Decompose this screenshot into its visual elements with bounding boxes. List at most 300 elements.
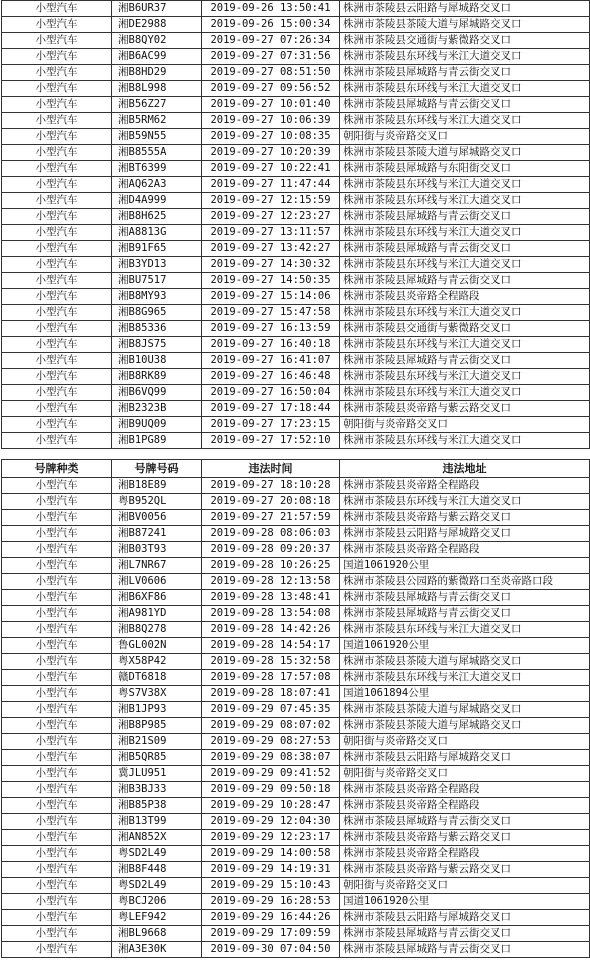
violation-address-cell: 朝阳街与炎帝路交叉口 [340, 878, 590, 894]
table-row [2, 401, 590, 417]
plate-type-cell: 小型汽车 [2, 526, 112, 542]
violation-time-cell: 2019-09-27 13:11:57 [202, 225, 340, 241]
violation-time-cell: 2019-09-27 17:18:44 [202, 401, 340, 417]
table-row [2, 702, 590, 718]
table-row [2, 814, 590, 830]
plate-number-cell: 粤BCJ206 [112, 894, 202, 910]
violation-time-cell: 2019-09-29 14:19:31 [202, 862, 340, 878]
violation-time-cell: 2019-09-29 08:07:02 [202, 718, 340, 734]
table-row [2, 558, 590, 574]
plate-number-cell: 湘B85336 [112, 321, 202, 337]
violation-time-cell: 2019-09-28 09:20:37 [202, 542, 340, 558]
violation-table-bottom [1, 459, 590, 958]
table-row [2, 273, 590, 289]
violation-address-cell: 株洲市茶陵县犀城路与青云街交叉口 [340, 97, 590, 113]
plate-type-cell: 小型汽车 [2, 353, 112, 369]
table-row [2, 417, 590, 433]
table-row [2, 49, 590, 65]
violation-address-cell: 株洲市茶陵县云阳路与犀城路交叉口 [340, 526, 590, 542]
violation-address-cell: 国道1061920公里 [340, 894, 590, 910]
plate-number-cell: 湘B5RM62 [112, 113, 202, 129]
plate-type-cell: 小型汽车 [2, 1, 112, 17]
plate-type-cell: 小型汽车 [2, 494, 112, 510]
violation-address-cell: 株洲市茶陵县炎帝路与紫云路交叉口 [340, 510, 590, 526]
plate-number-cell: 湘B18E89 [112, 478, 202, 494]
table-row [2, 17, 590, 33]
table-row [2, 638, 590, 654]
violation-address-cell: 株洲市茶陵县犀城路与青云街交叉口 [340, 606, 590, 622]
violation-time-cell: 2019-09-29 08:38:07 [202, 750, 340, 766]
plate-number-cell: 粤X58P42 [112, 654, 202, 670]
violation-time-cell: 2019-09-27 16:13:59 [202, 321, 340, 337]
header-violation-time: 违法时间 [202, 460, 340, 478]
plate-type-cell: 小型汽车 [2, 798, 112, 814]
violation-address-cell: 株洲市茶陵县东环线与米江大道交叉口 [340, 385, 590, 401]
plate-number-cell: 湘B8RK89 [112, 369, 202, 385]
violation-time-cell: 2019-09-27 18:10:28 [202, 478, 340, 494]
violation-time-cell: 2019-09-27 12:23:27 [202, 209, 340, 225]
plate-type-cell: 小型汽车 [2, 321, 112, 337]
violation-address-cell: 株洲市茶陵县炎帝路全程路段 [340, 289, 590, 305]
plate-type-cell: 小型汽车 [2, 718, 112, 734]
plate-type-cell: 小型汽车 [2, 241, 112, 257]
violation-time-cell: 2019-09-27 07:31:56 [202, 49, 340, 65]
violation-time-cell: 2019-09-27 10:08:35 [202, 129, 340, 145]
table-row [2, 433, 590, 449]
plate-number-cell: 湘BL9668 [112, 926, 202, 942]
table-row [2, 798, 590, 814]
violation-address-cell: 株洲市茶陵县犀城路与青云街交叉口 [340, 65, 590, 81]
table-row [2, 385, 590, 401]
plate-type-cell: 小型汽车 [2, 654, 112, 670]
table-row [2, 241, 590, 257]
table-row [2, 846, 590, 862]
section-gap [0, 449, 590, 459]
table-row [2, 193, 590, 209]
violation-time-cell: 2019-09-28 15:32:58 [202, 654, 340, 670]
plate-number-cell: 湘B2323B [112, 401, 202, 417]
violation-time-cell: 2019-09-28 17:57:08 [202, 670, 340, 686]
plate-type-cell: 小型汽车 [2, 686, 112, 702]
plate-number-cell: 湘B91F65 [112, 241, 202, 257]
table-row [2, 81, 590, 97]
table-row [2, 369, 590, 385]
table-row [2, 510, 590, 526]
plate-type-cell: 小型汽车 [2, 782, 112, 798]
plate-type-cell: 小型汽车 [2, 894, 112, 910]
table-row [2, 177, 590, 193]
table-row [2, 574, 590, 590]
plate-type-cell: 小型汽车 [2, 478, 112, 494]
plate-type-cell: 小型汽车 [2, 225, 112, 241]
violation-time-cell: 2019-09-29 07:45:35 [202, 702, 340, 718]
plate-number-cell: 湘B9UQ09 [112, 417, 202, 433]
violation-time-cell: 2019-09-26 15:00:34 [202, 17, 340, 33]
violation-time-cell: 2019-09-27 14:50:35 [202, 273, 340, 289]
plate-number-cell: 湘DE2988 [112, 17, 202, 33]
table-row [2, 926, 590, 942]
table-row [2, 542, 590, 558]
plate-number-cell: 湘B8555A [112, 145, 202, 161]
plate-type-cell: 小型汽车 [2, 910, 112, 926]
table-row [2, 862, 590, 878]
plate-type-cell: 小型汽车 [2, 273, 112, 289]
violation-address-cell: 株洲市茶陵县茶陵大道与犀城路交叉口 [340, 654, 590, 670]
violation-address-cell: 株洲市茶陵县犀城路与青云街交叉口 [340, 353, 590, 369]
violation-address-cell: 株洲市茶陵县东环线与米江大道交叉口 [340, 81, 590, 97]
plate-type-cell: 小型汽车 [2, 766, 112, 782]
violation-time-cell: 2019-09-27 16:41:07 [202, 353, 340, 369]
header-plate-number: 号牌号码 [112, 460, 202, 478]
plate-number-cell: 粤S7V38X [112, 686, 202, 702]
violation-address-cell: 株洲市茶陵县东环线与米江大道交叉口 [340, 113, 590, 129]
plate-number-cell: 湘B59N55 [112, 129, 202, 145]
plate-number-cell: 湘B1PG89 [112, 433, 202, 449]
violation-time-cell: 2019-09-27 10:01:40 [202, 97, 340, 113]
plate-number-cell: 赣DT6818 [112, 670, 202, 686]
violation-address-cell: 株洲市茶陵县炎帝路全程路段 [340, 846, 590, 862]
violation-time-cell: 2019-09-28 13:48:41 [202, 590, 340, 606]
violation-address-cell: 国道1061920公里 [340, 638, 590, 654]
violation-time-cell: 2019-09-26 13:50:41 [202, 1, 340, 17]
violation-time-cell: 2019-09-28 12:13:58 [202, 574, 340, 590]
table-row [2, 830, 590, 846]
table-row [2, 750, 590, 766]
violation-time-cell: 2019-09-27 08:51:50 [202, 65, 340, 81]
table-row [2, 718, 590, 734]
plate-number-cell: 鲁GL002N [112, 638, 202, 654]
plate-type-cell: 小型汽车 [2, 305, 112, 321]
violation-address-cell: 株洲市茶陵县东环线与米江大道交叉口 [340, 177, 590, 193]
table-row [2, 209, 590, 225]
violation-address-cell: 株洲市茶陵县交通街与紫微路交叉口 [340, 321, 590, 337]
violation-time-cell: 2019-09-27 10:20:39 [202, 145, 340, 161]
violation-address-cell: 国道1061920公里 [340, 558, 590, 574]
violation-address-cell: 株洲市茶陵县公园路的紫微路口至炎帝路口段 [340, 574, 590, 590]
violation-time-cell: 2019-09-27 09:56:52 [202, 81, 340, 97]
plate-number-cell: 湘A981YD [112, 606, 202, 622]
plate-number-cell: 湘B8QY02 [112, 33, 202, 49]
plate-number-cell: 湘B6AC99 [112, 49, 202, 65]
table-row [2, 670, 590, 686]
violation-time-cell: 2019-09-29 15:10:43 [202, 878, 340, 894]
plate-number-cell: 湘LV0606 [112, 574, 202, 590]
plate-type-cell: 小型汽车 [2, 814, 112, 830]
violation-address-cell: 株洲市茶陵县茶陵大道与犀城路交叉口 [340, 718, 590, 734]
plate-type-cell: 小型汽车 [2, 750, 112, 766]
violation-address-cell: 株洲市茶陵县云阳路与犀城路交叉口 [340, 1, 590, 17]
plate-number-cell: 湘B13T99 [112, 814, 202, 830]
table-row [2, 129, 590, 145]
violation-address-cell: 株洲市茶陵县犀城路与青云街交叉口 [340, 814, 590, 830]
violation-time-cell: 2019-09-28 13:54:08 [202, 606, 340, 622]
plate-type-cell: 小型汽车 [2, 622, 112, 638]
table-row [2, 494, 590, 510]
plate-number-cell: 湘B8P985 [112, 718, 202, 734]
plate-number-cell: 粤LEF942 [112, 910, 202, 926]
violation-time-cell: 2019-09-27 20:08:18 [202, 494, 340, 510]
plate-number-cell: 湘B8L998 [112, 81, 202, 97]
plate-number-cell: 湘AQ62A3 [112, 177, 202, 193]
plate-number-cell: 粤SD2L49 [112, 846, 202, 862]
violation-time-cell: 2019-09-28 18:07:41 [202, 686, 340, 702]
plate-type-cell: 小型汽车 [2, 289, 112, 305]
plate-type-cell: 小型汽车 [2, 734, 112, 750]
plate-number-cell: 湘B10U38 [112, 353, 202, 369]
violation-table-top [1, 0, 590, 449]
plate-type-cell: 小型汽车 [2, 574, 112, 590]
plate-number-cell: 湘B8G965 [112, 305, 202, 321]
violation-time-cell: 2019-09-27 13:42:27 [202, 241, 340, 257]
violation-address-cell: 株洲市茶陵县犀城路与青云街交叉口 [340, 590, 590, 606]
violation-address-cell: 株洲市茶陵县东环线与米江大道交叉口 [340, 257, 590, 273]
violation-time-cell: 2019-09-27 11:47:44 [202, 177, 340, 193]
violation-address-cell: 株洲市茶陵县炎帝路与紫云路交叉口 [340, 830, 590, 846]
violation-time-cell: 2019-09-27 12:15:59 [202, 193, 340, 209]
violation-time-cell: 2019-09-30 07:04:50 [202, 942, 340, 958]
plate-number-cell: 湘B8H625 [112, 209, 202, 225]
table-row [2, 257, 590, 273]
table-row [2, 225, 590, 241]
violation-time-cell: 2019-09-28 08:06:03 [202, 526, 340, 542]
violation-address-cell: 株洲市茶陵县炎帝路与紫云路交叉口 [340, 862, 590, 878]
violation-address-cell: 株洲市茶陵县东环线与米江大道交叉口 [340, 193, 590, 209]
plate-number-cell: 湘B8MY93 [112, 289, 202, 305]
table-row [2, 1, 590, 17]
plate-type-cell: 小型汽车 [2, 510, 112, 526]
plate-number-cell: 粤B952QL [112, 494, 202, 510]
violation-address-cell: 株洲市茶陵县炎帝路全程路段 [340, 782, 590, 798]
table-row [2, 97, 590, 113]
table-row [2, 65, 590, 81]
plate-type-cell: 小型汽车 [2, 862, 112, 878]
table-body-top [2, 1, 590, 449]
plate-number-cell: 湘B3YD13 [112, 257, 202, 273]
violation-address-cell: 株洲市茶陵县东环线与米江大道交叉口 [340, 337, 590, 353]
plate-type-cell: 小型汽车 [2, 702, 112, 718]
plate-type-cell: 小型汽车 [2, 81, 112, 97]
violation-address-cell: 株洲市茶陵县东环线与米江大道交叉口 [340, 225, 590, 241]
plate-number-cell: 湘B21S09 [112, 734, 202, 750]
violation-time-cell: 2019-09-27 16:40:18 [202, 337, 340, 353]
table-row [2, 590, 590, 606]
table-row [2, 878, 590, 894]
plate-type-cell: 小型汽车 [2, 433, 112, 449]
plate-type-cell: 小型汽车 [2, 97, 112, 113]
table-row [2, 478, 590, 494]
plate-number-cell: 湘L7NR67 [112, 558, 202, 574]
plate-type-cell: 小型汽车 [2, 113, 112, 129]
plate-type-cell: 小型汽车 [2, 33, 112, 49]
plate-number-cell: 湘BV0056 [112, 510, 202, 526]
plate-type-cell: 小型汽车 [2, 145, 112, 161]
violation-time-cell: 2019-09-28 14:42:26 [202, 622, 340, 638]
violation-address-cell: 株洲市茶陵县东环线与米江大道交叉口 [340, 49, 590, 65]
table-row [2, 321, 590, 337]
plate-type-cell: 小型汽车 [2, 49, 112, 65]
violation-address-cell: 株洲市茶陵县东环线与米江大道交叉口 [340, 622, 590, 638]
table-row [2, 894, 590, 910]
table-row [2, 337, 590, 353]
table-body-bottom [2, 478, 590, 958]
plate-number-cell: 冀JLU951 [112, 766, 202, 782]
plate-number-cell: 湘B1JP93 [112, 702, 202, 718]
plate-number-cell: 湘B03T93 [112, 542, 202, 558]
violation-time-cell: 2019-09-29 14:00:58 [202, 846, 340, 862]
table-row [2, 305, 590, 321]
header-violation-address: 违法地址 [340, 460, 590, 478]
plate-number-cell: 湘B85P38 [112, 798, 202, 814]
violation-time-cell: 2019-09-27 16:50:04 [202, 385, 340, 401]
violation-address-cell: 株洲市茶陵县犀城路与青云街交叉口 [340, 926, 590, 942]
header-row [2, 460, 590, 478]
table-row [2, 910, 590, 926]
table-row [2, 606, 590, 622]
plate-number-cell: 湘B6XF86 [112, 590, 202, 606]
violation-time-cell: 2019-09-29 17:09:59 [202, 926, 340, 942]
plate-type-cell: 小型汽车 [2, 830, 112, 846]
violation-time-cell: 2019-09-27 17:52:10 [202, 433, 340, 449]
plate-number-cell: 湘D4A999 [112, 193, 202, 209]
violation-address-cell: 株洲市茶陵县茶陵大道与犀城路交叉口 [340, 17, 590, 33]
violation-time-cell: 2019-09-29 08:27:53 [202, 734, 340, 750]
violation-time-cell: 2019-09-29 09:41:52 [202, 766, 340, 782]
plate-type-cell: 小型汽车 [2, 542, 112, 558]
violation-time-cell: 2019-09-29 12:23:17 [202, 830, 340, 846]
violation-address-cell: 株洲市茶陵县东环线与米江大道交叉口 [340, 433, 590, 449]
violation-time-cell: 2019-09-27 07:26:34 [202, 33, 340, 49]
violation-time-cell: 2019-09-27 21:57:59 [202, 510, 340, 526]
table-row [2, 622, 590, 638]
plate-number-cell: 湘BT6399 [112, 161, 202, 177]
plate-number-cell: 湘B8F448 [112, 862, 202, 878]
plate-type-cell: 小型汽车 [2, 417, 112, 433]
violation-address-cell: 株洲市茶陵县犀城路与青云街交叉口 [340, 273, 590, 289]
table-row [2, 353, 590, 369]
violation-time-cell: 2019-09-28 14:54:17 [202, 638, 340, 654]
plate-type-cell: 小型汽车 [2, 401, 112, 417]
plate-type-cell: 小型汽车 [2, 926, 112, 942]
plate-type-cell: 小型汽车 [2, 638, 112, 654]
violation-time-cell: 2019-09-29 16:28:53 [202, 894, 340, 910]
plate-type-cell: 小型汽车 [2, 177, 112, 193]
plate-type-cell: 小型汽车 [2, 17, 112, 33]
plate-number-cell: 湘BU7517 [112, 273, 202, 289]
violation-time-cell: 2019-09-27 16:46:48 [202, 369, 340, 385]
violation-time-cell: 2019-09-29 16:44:26 [202, 910, 340, 926]
violation-address-cell: 株洲市茶陵县茶陵大道与犀城路交叉口 [340, 145, 590, 161]
plate-number-cell: 湘B56Z27 [112, 97, 202, 113]
plate-type-cell: 小型汽车 [2, 606, 112, 622]
violation-address-cell: 株洲市茶陵县犀城路与青云街交叉口 [340, 209, 590, 225]
plate-type-cell: 小型汽车 [2, 878, 112, 894]
plate-type-cell: 小型汽车 [2, 942, 112, 958]
plate-type-cell: 小型汽车 [2, 558, 112, 574]
plate-type-cell: 小型汽车 [2, 161, 112, 177]
table-row [2, 161, 590, 177]
plate-number-cell: 湘AN852X [112, 830, 202, 846]
violation-address-cell: 株洲市茶陵县东环线与米江大道交叉口 [340, 305, 590, 321]
violation-address-cell: 国道1061894公里 [340, 686, 590, 702]
violation-time-cell: 2019-09-27 15:47:58 [202, 305, 340, 321]
violation-address-cell: 株洲市茶陵县炎帝路与紫云路交叉口 [340, 401, 590, 417]
plate-number-cell: 湘B8Q278 [112, 622, 202, 638]
plate-number-cell: 湘B5QR85 [112, 750, 202, 766]
header-plate-type: 号牌种类 [2, 460, 112, 478]
table-row [2, 766, 590, 782]
table-row [2, 33, 590, 49]
plate-number-cell: 湘A3E30K [112, 942, 202, 958]
table-row [2, 782, 590, 798]
plate-number-cell: 湘B87241 [112, 526, 202, 542]
plate-type-cell: 小型汽车 [2, 257, 112, 273]
plate-type-cell: 小型汽车 [2, 385, 112, 401]
violation-time-cell: 2019-09-27 10:06:39 [202, 113, 340, 129]
table-row [2, 289, 590, 305]
violation-time-cell: 2019-09-27 15:14:06 [202, 289, 340, 305]
violation-address-cell: 朝阳街与炎帝路交叉口 [340, 417, 590, 433]
violation-time-cell: 2019-09-27 10:22:41 [202, 161, 340, 177]
plate-type-cell: 小型汽车 [2, 337, 112, 353]
plate-type-cell: 小型汽车 [2, 846, 112, 862]
violation-address-cell: 株洲市茶陵县犀城路与青云街交叉口 [340, 942, 590, 958]
table-row [2, 686, 590, 702]
violation-address-cell: 株洲市茶陵县炎帝路全程路段 [340, 478, 590, 494]
violation-address-cell: 朝阳街与炎帝路交叉口 [340, 129, 590, 145]
violation-address-cell: 株洲市茶陵县炎帝路全程路段 [340, 798, 590, 814]
violation-time-cell: 2019-09-29 12:04:30 [202, 814, 340, 830]
plate-number-cell: 粤SD2L49 [112, 878, 202, 894]
violation-address-cell: 株洲市茶陵县犀城路与东阳街交叉口 [340, 161, 590, 177]
violation-address-cell: 株洲市茶陵县东环线与米江大道交叉口 [340, 369, 590, 385]
plate-type-cell: 小型汽车 [2, 129, 112, 145]
plate-number-cell: 湘B8JS75 [112, 337, 202, 353]
plate-type-cell: 小型汽车 [2, 65, 112, 81]
violation-address-cell: 株洲市茶陵县东环线与米江大道交叉口 [340, 670, 590, 686]
plate-type-cell: 小型汽车 [2, 193, 112, 209]
violation-time-cell: 2019-09-29 10:28:47 [202, 798, 340, 814]
plate-type-cell: 小型汽车 [2, 670, 112, 686]
plate-type-cell: 小型汽车 [2, 369, 112, 385]
violation-time-cell: 2019-09-27 14:30:32 [202, 257, 340, 273]
plate-number-cell: 湘A8813G [112, 225, 202, 241]
violation-address-cell: 株洲市茶陵县茶陵大道与犀城路交叉口 [340, 702, 590, 718]
violation-time-cell: 2019-09-28 10:26:25 [202, 558, 340, 574]
plate-number-cell: 湘B6VQ99 [112, 385, 202, 401]
violation-time-cell: 2019-09-27 17:23:15 [202, 417, 340, 433]
plate-number-cell: 湘B8HD29 [112, 65, 202, 81]
plate-type-cell: 小型汽车 [2, 209, 112, 225]
violation-address-cell: 株洲市茶陵县云阳路与犀城路交叉口 [340, 750, 590, 766]
table-row [2, 145, 590, 161]
table-row [2, 942, 590, 958]
table-row [2, 113, 590, 129]
violation-address-cell: 株洲市茶陵县交通街与紫微路交叉口 [340, 33, 590, 49]
violation-address-cell: 株洲市茶陵县东环线与米江大道交叉口 [340, 494, 590, 510]
violation-address-cell: 株洲市茶陵县炎帝路全程路段 [340, 542, 590, 558]
table-row [2, 734, 590, 750]
plate-number-cell: 湘B6UR37 [112, 1, 202, 17]
plate-type-cell: 小型汽车 [2, 590, 112, 606]
violation-address-cell: 朝阳街与炎帝路交叉口 [340, 734, 590, 750]
table-row [2, 654, 590, 670]
violation-address-cell: 朝阳街与炎帝路交叉口 [340, 766, 590, 782]
plate-number-cell: 湘B3BJ33 [112, 782, 202, 798]
violation-time-cell: 2019-09-29 09:50:18 [202, 782, 340, 798]
violation-address-cell: 株洲市茶陵县云阳路与犀城路交叉口 [340, 910, 590, 926]
violation-address-cell: 株洲市茶陵县犀城路与青云街交叉口 [340, 241, 590, 257]
table-row [2, 526, 590, 542]
